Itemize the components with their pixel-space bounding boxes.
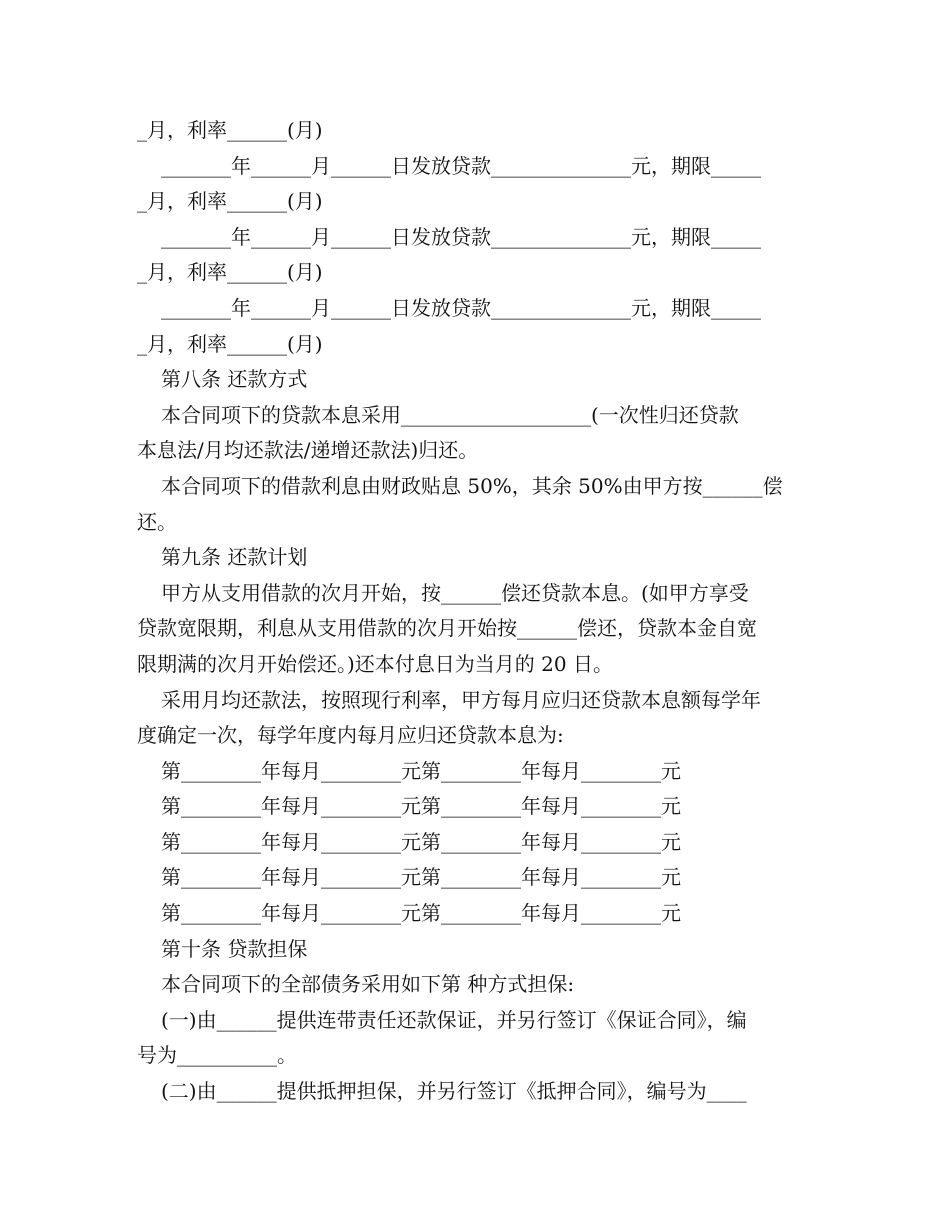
text-line: 第________年每月________元第________年每月________元 [161, 865, 681, 890]
text-line: 第十条 贷款担保 [161, 936, 308, 961]
text-line: 还。 [137, 509, 177, 534]
text-line: 第九条 还款计划 [161, 545, 308, 570]
text-line: 贷款宽限期，利息从支用借款的次月开始按______偿还，贷款本金自宽 [137, 616, 757, 641]
text-line: 本息法/月均还款法/递增还款法)归还。 [137, 438, 479, 463]
text-line: 本合同项下的借款利息由财政贴息 50%，其余 50%由甲方按______偿 [161, 473, 783, 498]
text-line: _______年______月______日发放贷款______________元，期限_____ [161, 153, 761, 178]
text-line: _月，利率______(月) [137, 331, 323, 356]
text-line: 第八条 还款方式 [161, 367, 308, 392]
text-line: 甲方从支用借款的次月开始，按______偿还贷款本息。(如甲方享受 [161, 580, 749, 605]
contract-text [137, 113, 813, 1110]
text-line: _月，利率______(月) [137, 189, 323, 214]
text-line: (二)由______提供抵押担保，并另行签订《抵押合同》，编号为____ [161, 1079, 747, 1104]
text-line: 度确定一次，每学年度内每月应归还贷款本息为: [137, 723, 564, 748]
text-line: (一)由______提供连带责任还款保证，并另行签订《保证合同》，编 [161, 1007, 747, 1032]
text-line: _月，利率______(月) [137, 260, 323, 285]
text-line: 第________年每月________元第________年每月________元 [161, 794, 681, 819]
text-line: 采用月均还款法，按照现行利率，甲方每月应归还贷款本息额每学年 [161, 687, 761, 712]
text-line: _月，利率______(月) [137, 118, 323, 142]
text-line: 第________年每月________元第________年每月________元 [161, 758, 681, 783]
text-line: 第________年每月________元第________年每月________元 [161, 829, 681, 854]
text-line: _______年______月______日发放贷款______________元，期限_____ [161, 224, 761, 249]
text-line: 第________年每月________元第________年每月________元 [161, 901, 681, 926]
text-line: 号为__________。 [137, 1043, 297, 1068]
text-line: 本合同项下的全部债务采用如下第 种方式担保: [161, 972, 575, 997]
text-line: _______年______月______日发放贷款______________元，期限_____ [161, 295, 761, 320]
text-line: 限期满的次月开始偿还。)还本付息日为当月的 20 日。 [137, 651, 613, 676]
text-line: 本合同项下的贷款本息采用___________________(一次性归还贷款 [161, 402, 739, 427]
